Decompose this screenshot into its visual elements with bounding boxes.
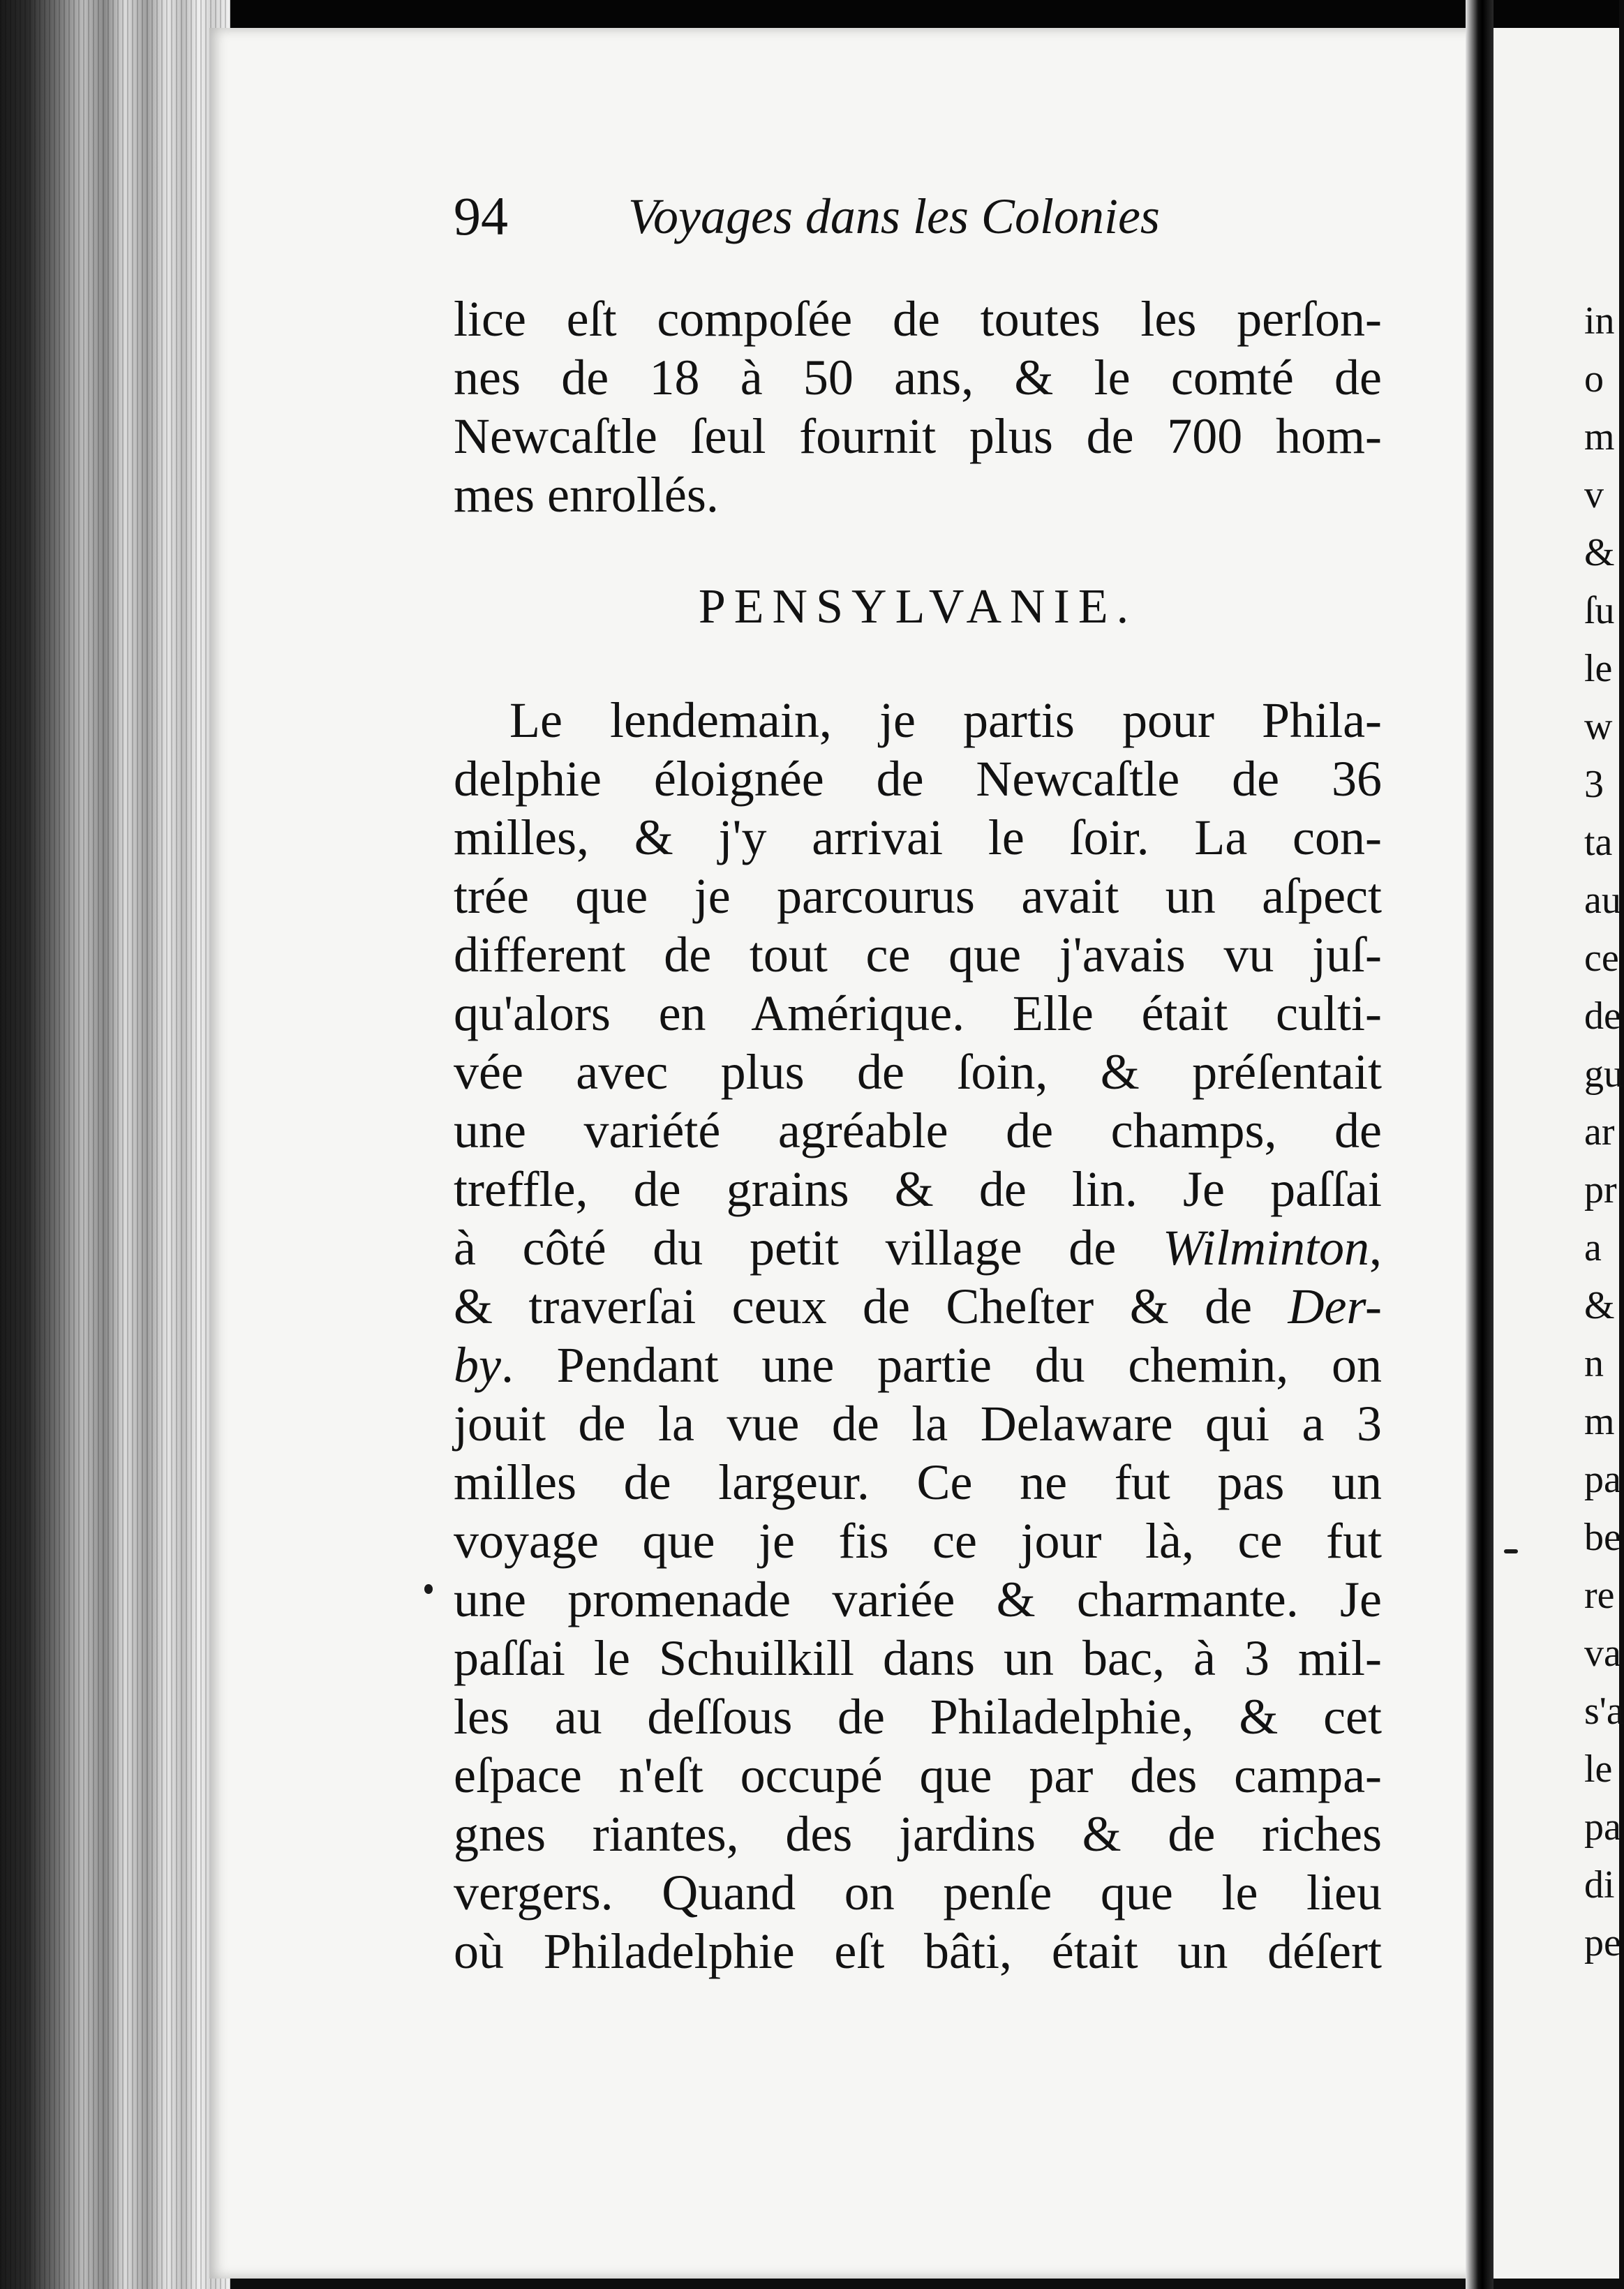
- text-line: jouit de la vue de la Delaware qui a 3: [454, 1396, 1382, 1452]
- running-title: Voyages dans les Colonies: [628, 188, 1160, 244]
- text-line: qu'alors en Amérique. Elle était culti-: [454, 985, 1382, 1041]
- facing-page-text-fragment: gu: [1584, 1052, 1623, 1096]
- page-number: 94: [454, 186, 508, 246]
- running-head: [454, 185, 1214, 248]
- intro-paragraph: [454, 290, 1382, 524]
- section-heading: PENSYLVANIE.: [698, 580, 1138, 634]
- book-page-edges: [0, 0, 230, 2289]
- facing-page-text-fragment: pe: [1584, 1921, 1621, 1964]
- facing-page-text-fragment: &: [1584, 1284, 1615, 1327]
- facing-page-text-fragment: s'a: [1584, 1690, 1624, 1733]
- facing-page-text-fragment: be: [1584, 1516, 1621, 1559]
- text-line: où Philadelphie eſt bâti, était un déſert: [454, 1923, 1382, 1979]
- facing-page-text-fragment: pa: [1584, 1458, 1621, 1501]
- facing-page-text-fragment: ce: [1584, 937, 1619, 980]
- italic-place-name: Wilminton: [1162, 1220, 1369, 1276]
- text-line: gnes riantes, des jardins & de riches: [454, 1806, 1382, 1862]
- facing-page-fragment: [1493, 28, 1624, 2279]
- text-line: mes enrollés.: [454, 467, 719, 523]
- facing-page-text-fragment: o: [1584, 357, 1604, 401]
- text-line: les au deſſous de Philadelphie, & cet: [454, 1689, 1382, 1745]
- facing-page-text-fragment: n: [1584, 1342, 1604, 1385]
- text-line: eſpace n'eſt occupé que par des campa-: [454, 1747, 1382, 1803]
- scan-top-border: [0, 0, 1619, 28]
- facing-page-text-fragment: re: [1584, 1574, 1615, 1617]
- ink-speck: [1504, 1549, 1518, 1553]
- text-line: vée avec plus de ſoin, & préſentait: [454, 1044, 1382, 1100]
- facing-page-text-fragment: ta: [1584, 821, 1613, 864]
- body-paragraph: [454, 691, 1382, 1981]
- facing-page-text-fragment: le: [1584, 1747, 1613, 1791]
- facing-page-text-fragment: de: [1584, 994, 1621, 1038]
- text-line: milles de largeur. Ce ne fut pas un: [454, 1454, 1382, 1510]
- facing-page-text-fragment: &: [1584, 531, 1615, 574]
- text-line: une promenade variée & charmante. Je: [454, 1572, 1382, 1627]
- facing-page-text-fragment: au: [1584, 879, 1621, 922]
- ink-speck: [424, 1584, 433, 1594]
- text-line: & traverſai ceux de Cheſter & de Der-: [454, 1278, 1382, 1334]
- text-line: paſſai le Schuilkill dans un bac, à 3 mil-: [454, 1630, 1382, 1686]
- text-line: à côté du petit village de Wilminton,: [454, 1220, 1382, 1276]
- text-line: voyage que je fis ce jour là, ce fut: [454, 1513, 1382, 1569]
- italic-place-name: by: [454, 1337, 501, 1393]
- facing-page-text-fragment: v: [1584, 473, 1604, 516]
- text-line: nes de 18 à 50 ans, & le comté de: [454, 350, 1382, 405]
- text-line: by. Pendant une partie du chemin, on: [454, 1337, 1382, 1393]
- text-line: treffle, de grains & de lin. Je paſſai: [454, 1161, 1382, 1217]
- text-line: vergers. Quand on penſe que le lieu: [454, 1865, 1382, 1921]
- text-line: different de tout ce que j'avais vu juſ-: [454, 927, 1382, 983]
- italic-place-name: Der-: [1288, 1278, 1382, 1334]
- facing-page-text-fragment: ar: [1584, 1110, 1615, 1154]
- facing-page-text-fragment: 3: [1584, 763, 1604, 806]
- text-line: lice eſt compoſée de toutes les perſon-: [454, 291, 1382, 347]
- facing-page-text-fragment: pa: [1584, 1805, 1621, 1849]
- facing-page-text-fragment: a: [1584, 1226, 1602, 1269]
- book-spine-gutter: [1466, 0, 1493, 2289]
- text-line: milles, & j'y arrivai le ſoir. La con-: [454, 810, 1382, 865]
- text-line: Newcaſtle ſeul fournit plus de 700 hom-: [454, 408, 1382, 464]
- facing-page-text-fragment: di: [1584, 1863, 1615, 1907]
- facing-page-text-fragment: m: [1584, 415, 1615, 458]
- text-line: Le lendemain, je partis pour Phila-: [509, 692, 1382, 748]
- text-line: trée que je parcourus avait un aſpect: [454, 868, 1382, 924]
- facing-page-text-fragment: pr: [1584, 1168, 1617, 1211]
- facing-page-text-fragment: w: [1584, 705, 1613, 748]
- text-line: une variété agréable de champs, de: [454, 1103, 1382, 1158]
- facing-page-text-fragment: le: [1584, 647, 1613, 690]
- facing-page-text-fragment: va: [1584, 1632, 1621, 1675]
- text-line: delphie éloignée de Newcaſtle de 36: [454, 751, 1382, 807]
- facing-page-text-fragment: in: [1584, 299, 1615, 343]
- facing-page-text-fragment: m: [1584, 1400, 1615, 1443]
- facing-page-text-fragment: ſu: [1584, 589, 1615, 632]
